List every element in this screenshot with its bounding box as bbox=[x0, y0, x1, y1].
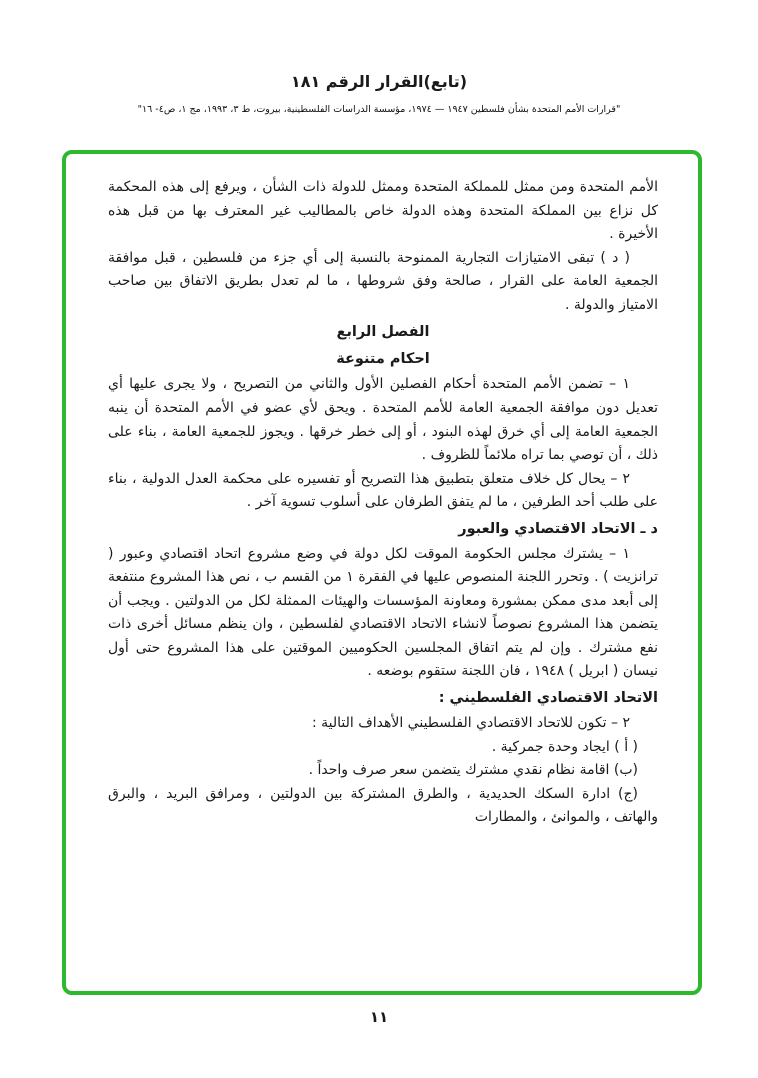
list-item: (ب) اقامة نظام نقدي مشترك يتضمن سعر صرف واحداً . bbox=[308, 762, 638, 779]
chapter-heading: الفصل الرابع bbox=[336, 324, 430, 341]
section-heading: احكام متنوعة bbox=[336, 351, 430, 368]
section-heading: د ـ الاتحاد الاقتصادي والعبور bbox=[458, 520, 658, 537]
citation-line: "قرارات الأمم المتحدة بشأن فلسطين ١٩٤٧ — ١٩٧٤، مؤسسة الدراسات الفلسطينية، بيروت، ط ٣، ١٩٩٣، مج ١، ص٤- ١٦" bbox=[137, 104, 621, 115]
paragraph: ( د ) تبقى الامتيازات التجارية الممنوحة بالنسبة إلى أي جزء من فلسطين ، قبل موافقة الجمعية العامة على القرار ، صالحة وفق شروطها ، ما لم تعدل بطريق الاتفاق بين صاحب الامتياز والدولة . bbox=[108, 249, 658, 313]
paragraph: ١ – يشترك مجلس الحكومة الموقت لكل دولة في وضع مشروع اتحاد اقتصادي وعبور ( ترانزيت ) . وتحرر اللجنة المنصوص عليها في الفقرة ١ من القسم ب ، نص هذا المشروع منتفعة إلى أبعد مدى ممكن بمشورة ومعاونة المؤسسات والهيئات الممثلة لكل من الدولتين . ويجب أن يتضمن هذا المشروع نصوصاً لانشاء الاتحاد الاقتصادي لفلسطين ، وان ينظم مسائل أخرى ذات نفع مشترك . وإن لم يتم اتفاق المجلسين الحكوميين الموقتين على هذا المشروع حتى أول نيسان ( ابريل ) ١٩٤٨ ، فان اللجنة ستقوم بوضعه . bbox=[108, 545, 658, 680]
document-frame bbox=[62, 150, 702, 995]
paragraph: الأمم المتحدة ومن ممثل للمملكة المتحدة وممثل للدولة ذات الشأن ، ويرفع إلى هذه المحكمة كل نزاع بين المملكة المتحدة وهذه الدولة خاص بالمطاليب غير المعترف بها من قبل هذه الأخيرة . bbox=[108, 179, 658, 243]
document-header bbox=[0, 72, 758, 115]
paragraph: ٢ – تكون للاتحاد الاقتصادي الفلسطيني الأهداف التالية : bbox=[311, 715, 630, 732]
paragraph: ١ – تضمن الأمم المتحدة أحكام الفصلين الأول والثاني من التصريح ، ولا يجرى عليها أي تعديل دون موافقة الجمعية العامة للأمم المتحدة . ويحق لأي عضو في الأمم المتحدة أن ينبه الجمعية العامة إلى أي خرق لهذه البنود ، أو إلى خطر خرقها . ويجوز للجمعية العامة ، بناء على ذلك ، أن توصي بما تراه ملائماً للظروف . bbox=[108, 376, 658, 464]
list-item: (ج) ادارة السكك الحديدية ، والطرق المشتركة بين الدولتين ، ومرافق البريد ، والبرق والهاتف ، والموانئ ، والمطارات bbox=[108, 785, 658, 826]
list-item: ( أ ) ايجاد وحدة جمركية . bbox=[491, 738, 638, 755]
page-title: (تابع)القرار الرقم ١٨١ bbox=[290, 72, 468, 91]
section-heading: الاتحاد الاقتصادي الفلسطيني : bbox=[438, 689, 658, 706]
page-number: ١١ bbox=[369, 1008, 389, 1026]
paragraph: ٢ – يحال كل خلاف متعلق بتطبيق هذا التصريح أو تفسيره على محكمة العدل الدولية ، بناء على طلب أحد الطرفين ، ما لم يتفق الطرفان على أسلوب تسوية آخر . bbox=[108, 470, 658, 511]
